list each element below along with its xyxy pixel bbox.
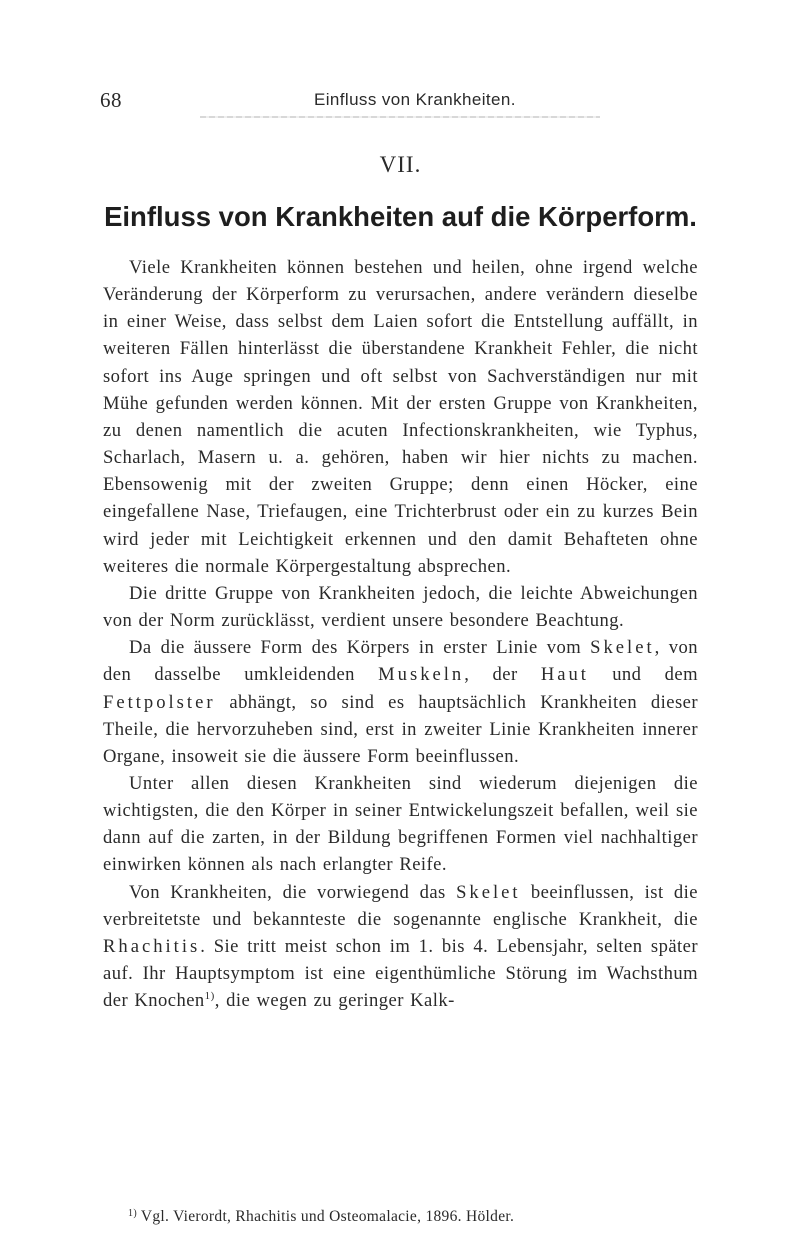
paragraph-3-text-b: , von den dasselbe umkleidenden [103,637,698,686]
term-rhachitis: Rhachitis [103,935,201,957]
paragraph-3-text-e: abhängt, so sind es hauptsächlich Krankheiten dieser Theile, die hervorzuheben sind, erst in zweiter Linie Krankheiten innerer Organe, insoweit sie die äussere Form beeinflussen. [103,691,698,767]
paragraph-5-text-d: , die wegen zu geringer Kalk- [214,990,455,1012]
term-fettpolster: Fettpolster [103,691,216,713]
footnote-ref[interactable]: 1) [204,990,215,1003]
term-skelet-2: Skelet [456,881,521,903]
paragraph-5-text-a: Von Krankheiten, die vorwiegend das [129,881,457,903]
header-rule [200,116,600,118]
footnote-marker: 1) [128,1208,137,1219]
footnote [128,1208,708,1226]
paragraph-2: Die dritte Gruppe von Krankheiten jedoch, die leichte Abweichungen von der Norm zurücklässt, verdient unsere besondere Beachtung. [103,582,698,632]
footnote-marker-number: 1 [128,1208,134,1219]
page-number: 68 [100,88,122,112]
paragraph-5 [103,879,698,1015]
running-title: Einfluss von Krankheiten. [314,90,516,109]
chapter-number: VII. [379,152,422,177]
running-head [100,88,700,118]
term-skelet: Skelet [590,637,655,659]
paragraph-5-text-b: beeinflussen, ist die verbreitetste und bekannteste die sogenannte englische Krankheit, die [103,881,698,930]
term-muskeln: Muskeln [378,664,465,686]
footnote-text: Vgl. Vierordt, Rhachitis und Osteomalacie, 1896. Hölder. [136,1208,515,1225]
paragraph-3-text-d: und dem [588,664,698,686]
term-haut: Haut [540,664,589,686]
chapter-title: Einfluss von Krankheiten auf die Körperform. [104,201,697,232]
paragraph-4: Unter allen diesen Krankheiten sind wiederum diejenigen die wichtigsten, die den Körper in seiner Entwickelungszeit befallen, weil sie dann auf die zarten, in der Bildung begriffenen Formen viel nachhaltiger einwirken können als nach erlangter Reife. [103,772,698,876]
body-text [103,254,698,1014]
paragraph-3 [103,634,698,770]
paragraph-1: Viele Krankheiten können bestehen und heilen, ohne irgend welche Veränderung der Körperform zu verursachen, andere verändern dieselbe in einer Weise, dass selbst dem Laien sofort die Entstellung auffällt, in weiteren Fällen hinterlässt die überstandene Krankheit Fehler, die nicht sofort ins Auge springen und oft selbst von Sachverständigen nur mit Mühe gefunden werden können. Mit der ersten Gruppe von Krankheiten, zu denen namentlich die acuten Infectionskrankheiten, wie Typhus, Scharlach, Masern u. a. gehören, haben wir hier nichts zu machen. Ebensowenig mit der zweiten Gruppe; denn einen Höcker, eine eingefallene Nase, Triefaugen, eine Trichterbrust oder ein zu kurzes Bein wird jeder mit Leichtigkeit erkennen und den damit Behafteten ohne weiteres die normale Körpergestaltung absprechen. [103,257,698,577]
paragraph-5-text-c: . Sie tritt meist schon im 1. bis 4. Lebensjahr, selten später auf. Ihr Hauptsymptom ist eine eigenthümliche Störung im Wachsthum der Knochen [103,935,698,1012]
paragraph-3-text-c: , der [464,664,541,686]
footnote-ref-number: 1 [204,990,211,1003]
paragraph-3-text-a: Da die äussere Form des Körpers in erster Linie vom [129,637,591,659]
